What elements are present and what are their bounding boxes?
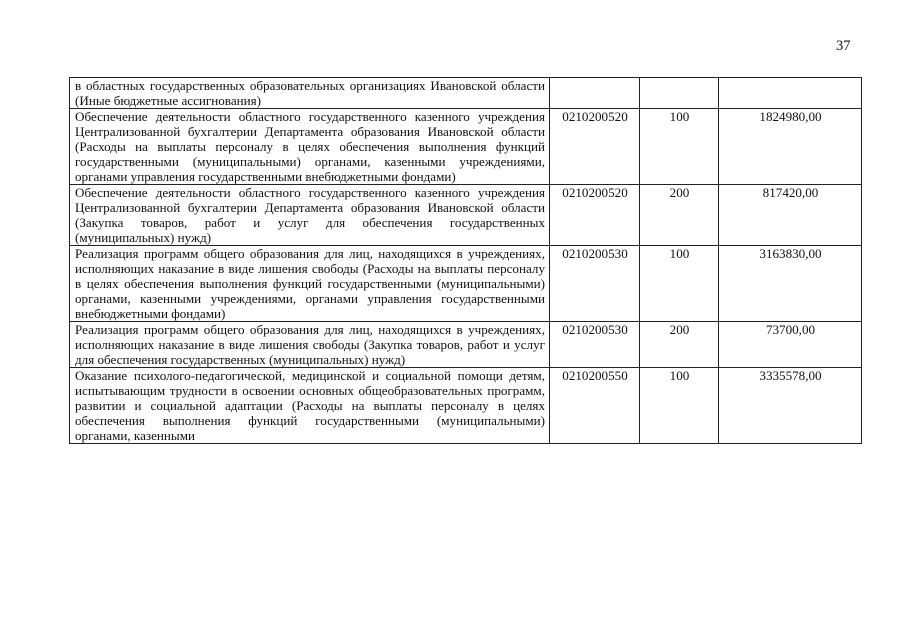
expense-type: 100 bbox=[640, 246, 719, 322]
table-row bbox=[70, 246, 862, 322]
target-code: 0210200550 bbox=[550, 368, 640, 444]
target-code: 0210200520 bbox=[550, 185, 640, 246]
expense-type: 200 bbox=[640, 185, 719, 246]
amount: 1824980,00 bbox=[719, 109, 862, 185]
budget-table bbox=[69, 77, 862, 444]
row-description: Оказание психолого-педагогической, медицинской и социальной помощи детям, испытывающим трудности в освоении основных общеобразовательных программ, развитии и социальной адаптации (Расходы на выплаты персоналу в целях обеспечения выполнения функций государственными (муниципальными) органами, казенными bbox=[70, 368, 550, 444]
amount bbox=[719, 78, 862, 109]
row-description: Реализация программ общего образования для лиц, находящихся в учреждениях, исполняющих наказание в виде лишения свободы (Закупка товаров, работ и услуг для обеспечения государственных (муниципальных) нужд) bbox=[70, 322, 550, 368]
row-description: Обеспечение деятельности областного государственного казенного учреждения Централизованной бухгалтерии Департамента образования Ивановской области (Расходы на выплаты персоналу в целях обеспечения выполнения функций государственными (муниципальными) органами, казенными учреждениями, органами управления государственными внебюджетными фондами) bbox=[70, 109, 550, 185]
table-row bbox=[70, 368, 862, 444]
row-description: Реализация программ общего образования для лиц, находящихся в учреждениях, исполняющих наказание в виде лишения свободы (Расходы на выплаты персоналу в целях обеспечения выполнения функций государственными (муниципальными) органами, казенными учреждениями, органами управления государственными внебюджетными фондами) bbox=[70, 246, 550, 322]
row-description: Обеспечение деятельности областного государственного казенного учреждения Централизованной бухгалтерии Департамента образования Ивановской области (Закупка товаров, работ и услуг для обеспечения государственных (муниципальных) нужд) bbox=[70, 185, 550, 246]
expense-type: 200 bbox=[640, 322, 719, 368]
expense-type bbox=[640, 78, 719, 109]
amount: 817420,00 bbox=[719, 185, 862, 246]
amount: 3163830,00 bbox=[719, 246, 862, 322]
row-description: в областных государственных образовательных организациях Ивановской области (Иные бюджетные ассигнования) bbox=[70, 78, 550, 109]
expense-type: 100 bbox=[640, 368, 719, 444]
target-code bbox=[550, 78, 640, 109]
target-code: 0210200530 bbox=[550, 322, 640, 368]
table-row bbox=[70, 185, 862, 246]
amount: 3335578,00 bbox=[719, 368, 862, 444]
target-code: 0210200520 bbox=[550, 109, 640, 185]
amount: 73700,00 bbox=[719, 322, 862, 368]
table-row bbox=[70, 109, 862, 185]
expense-type: 100 bbox=[640, 109, 719, 185]
table-row bbox=[70, 322, 862, 368]
target-code: 0210200530 bbox=[550, 246, 640, 322]
page-number: 37 bbox=[836, 38, 851, 54]
table-row bbox=[70, 78, 862, 109]
